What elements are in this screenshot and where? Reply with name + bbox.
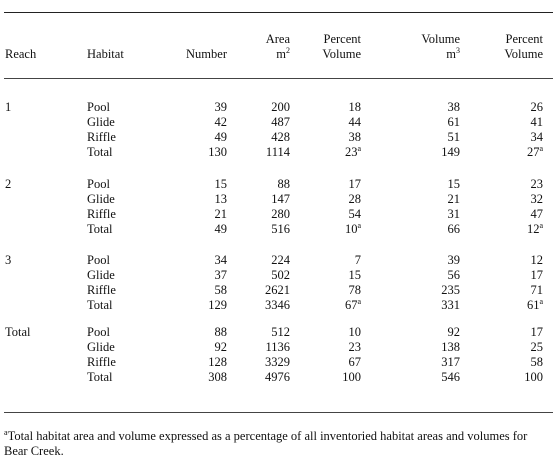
cell-area (271, 130, 290, 144)
header-pct-volume (506, 32, 543, 46)
cell-volume (448, 100, 461, 114)
header-area-line2: m (276, 47, 286, 61)
footnote-ref: a (357, 296, 361, 306)
cell-area (271, 325, 290, 339)
cell-pct-volume (531, 340, 544, 354)
cell-pct-volume-value: 12 (530, 253, 543, 267)
footnote (4, 429, 554, 459)
cell-area-value: 502 (271, 268, 290, 282)
cell-pct-volume-value: 26 (530, 100, 543, 114)
cell-area-value: 200 (271, 100, 290, 114)
cell-volume-value: 38 (447, 100, 460, 114)
cell-pct-volume-value: 17 (530, 325, 543, 339)
cell-number (208, 298, 227, 312)
footnote-marker: a (4, 427, 8, 437)
cell-pct-area (349, 130, 362, 144)
cell-volume (441, 283, 460, 297)
cell-pct-volume (524, 370, 543, 384)
header-pct-volume-2 (504, 47, 543, 61)
cell-volume (448, 115, 461, 129)
cell-pct-area (345, 222, 361, 236)
cell-volume (448, 325, 461, 339)
cell-pct-volume-value: 41 (530, 115, 543, 129)
cell-pct-area-value: 10 (348, 325, 361, 339)
cell-pct-volume (531, 177, 544, 191)
habitat-label: Total (87, 370, 113, 384)
habitat-label: Pool (87, 325, 110, 339)
cell-volume (441, 145, 460, 159)
cell-pct-area (349, 207, 362, 221)
habitat-label: Riffle (87, 207, 116, 221)
cell-number (215, 100, 228, 114)
cell-volume (448, 192, 461, 206)
cell-volume-value: 51 (447, 130, 460, 144)
cell-volume-value: 21 (447, 192, 460, 206)
cell-pct-area (355, 253, 361, 267)
cell-number (215, 115, 228, 129)
cell-volume (441, 340, 460, 354)
habitat-label: Glide (87, 268, 115, 282)
cell-pct-area-value: 23 (348, 340, 361, 354)
cell-pct-area-value: 18 (348, 100, 361, 114)
header-volume-sup: 3 (456, 45, 460, 55)
cell-pct-area (349, 192, 362, 206)
cell-number-value: 92 (214, 340, 227, 354)
cell-volume-value: 15 (447, 177, 460, 191)
reach-label: Total (5, 325, 31, 339)
cell-area-value: 88 (277, 177, 290, 191)
footnote-ref: a (357, 143, 361, 153)
cell-pct-volume (531, 268, 544, 282)
cell-volume-value: 235 (441, 283, 460, 297)
cell-number-value: 88 (214, 325, 227, 339)
footnote-text: Total habitat area and volume expressed as a percentage of all inventoried habitat areas and volumes for Bear Creek. (4, 429, 528, 458)
cell-area (265, 298, 290, 312)
cell-number-value: 34 (214, 253, 227, 267)
habitat-label: Glide (87, 340, 115, 354)
cell-pct-area-value: 67 (344, 298, 358, 312)
cell-number-value: 308 (208, 370, 227, 384)
cell-pct-volume-value: 58 (530, 355, 543, 369)
cell-area (271, 100, 290, 114)
cell-area (271, 222, 290, 236)
cell-pct-area (345, 298, 361, 312)
cell-number-value: 21 (214, 207, 227, 221)
header-area (266, 32, 290, 46)
header-area-unit (276, 47, 290, 61)
cell-volume (448, 207, 461, 221)
habitat-label: Riffle (87, 283, 116, 297)
cell-pct-area (349, 177, 362, 191)
cell-area-value: 2621 (265, 283, 290, 297)
cell-pct-volume (527, 145, 543, 159)
cell-pct-area-value: 23 (344, 145, 358, 159)
header-volume-line1: Volume (421, 32, 460, 46)
cell-pct-area (349, 325, 362, 339)
cell-area-value: 512 (271, 325, 290, 339)
cell-number-value: 39 (214, 100, 227, 114)
cell-volume-value: 92 (447, 325, 460, 339)
header-rule (4, 78, 553, 79)
cell-area-value: 1136 (265, 340, 290, 354)
cell-area-value: 3329 (265, 355, 290, 369)
bottom-rule (4, 412, 553, 413)
cell-pct-area-value: 17 (348, 177, 361, 191)
cell-pct-volume (531, 283, 544, 297)
cell-volume-value: 546 (441, 370, 460, 384)
cell-number-value: 49 (214, 130, 227, 144)
cell-area (278, 177, 291, 191)
header-volume-unit (446, 47, 460, 61)
cell-area-value: 1114 (265, 145, 290, 159)
cell-area (271, 268, 290, 282)
header-volume (421, 32, 460, 46)
cell-pct-area-value: 100 (342, 370, 361, 384)
reach-label: 1 (5, 100, 12, 114)
header-pct-area (324, 32, 361, 46)
cell-number (215, 222, 228, 236)
cell-pct-volume-value: 12 (526, 222, 540, 236)
cell-pct-area (349, 283, 362, 297)
cell-area (266, 145, 290, 159)
cell-pct-volume-value: 34 (530, 130, 543, 144)
cell-area-value: 280 (271, 207, 290, 221)
cell-volume-value: 149 (441, 145, 460, 159)
cell-volume (441, 355, 460, 369)
cell-pct-area-value: 10 (344, 222, 358, 236)
cell-pct-volume (527, 222, 543, 236)
cell-area-value: 147 (271, 192, 290, 206)
header-pct2-line2: Volume (504, 47, 543, 61)
footnote-ref: a (539, 143, 543, 153)
cell-number-value: 129 (208, 298, 227, 312)
cell-pct-volume (527, 298, 543, 312)
cell-number (215, 283, 228, 297)
header-pct-area-2 (322, 47, 361, 61)
reach-label: 3 (5, 253, 12, 267)
cell-number-value: 49 (214, 222, 227, 236)
cell-pct-volume-value: 17 (530, 268, 543, 282)
cell-number (215, 253, 228, 267)
cell-area (265, 370, 290, 384)
cell-number (208, 370, 227, 384)
habitat-label: Total (87, 222, 113, 236)
cell-pct-volume (531, 253, 544, 267)
cell-area-value: 3346 (265, 298, 290, 312)
cell-area (265, 355, 290, 369)
cell-pct-volume-value: 23 (530, 177, 543, 191)
cell-pct-area (349, 100, 362, 114)
cell-pct-area (345, 145, 361, 159)
cell-number (215, 177, 228, 191)
cell-pct-area (349, 115, 362, 129)
cell-number (215, 130, 228, 144)
cell-number (215, 268, 228, 282)
top-rule (4, 12, 553, 13)
cell-pct-area-value: 38 (348, 130, 361, 144)
cell-pct-area-value: 28 (348, 192, 361, 206)
cell-number (208, 145, 227, 159)
cell-area-value: 516 (271, 222, 290, 236)
cell-pct-volume (531, 192, 544, 206)
cell-pct-volume-value: 61 (526, 298, 540, 312)
reach-label: 2 (5, 177, 12, 191)
cell-number (215, 192, 228, 206)
cell-number-value: 42 (214, 115, 227, 129)
cell-pct-volume-value: 71 (530, 283, 543, 297)
cell-area (265, 283, 290, 297)
cell-volume-value: 61 (447, 115, 460, 129)
cell-pct-area-value: 44 (348, 115, 361, 129)
cell-number (215, 325, 228, 339)
cell-volume (448, 130, 461, 144)
cell-area-value: 4976 (265, 370, 290, 384)
cell-pct-area-value: 7 (354, 253, 361, 267)
cell-number-value: 130 (208, 145, 227, 159)
cell-number-value: 58 (214, 283, 227, 297)
habitat-label: Pool (87, 177, 110, 191)
header-number: Number (186, 47, 227, 61)
habitat-label: Total (87, 145, 113, 159)
cell-volume-value: 56 (447, 268, 460, 282)
cell-pct-area (349, 268, 362, 282)
cell-volume-value: 31 (447, 207, 460, 221)
cell-pct-volume-value: 25 (530, 340, 543, 354)
habitat-label: Pool (87, 100, 110, 114)
habitat-label: Riffle (87, 130, 116, 144)
cell-pct-area-value: 15 (348, 268, 361, 282)
cell-pct-area-value: 67 (348, 355, 361, 369)
cell-pct-area (349, 340, 362, 354)
cell-pct-volume-value: 32 (530, 192, 543, 206)
cell-volume (448, 177, 461, 191)
cell-pct-volume (531, 100, 544, 114)
cell-volume (448, 222, 461, 236)
cell-area-value: 428 (271, 130, 290, 144)
cell-pct-volume-value: 100 (524, 370, 543, 384)
habitat-label: Total (87, 298, 113, 312)
habitat-label: Riffle (87, 355, 116, 369)
cell-pct-volume (531, 355, 544, 369)
header-pct1-line2: Volume (322, 47, 361, 61)
header-reach: Reach (5, 47, 37, 61)
cell-volume (441, 298, 460, 312)
header-area-line1: Area (265, 32, 290, 46)
habitat-label: Glide (87, 115, 115, 129)
cell-area (271, 253, 290, 267)
cell-pct-area (349, 355, 362, 369)
cell-area (271, 115, 290, 129)
cell-number (215, 340, 228, 354)
cell-pct-volume (531, 115, 544, 129)
cell-pct-volume-value: 47 (530, 207, 543, 221)
cell-area-value: 224 (271, 253, 290, 267)
cell-area-value: 487 (271, 115, 290, 129)
cell-number-value: 13 (214, 192, 227, 206)
cell-volume (448, 268, 461, 282)
cell-number (208, 355, 227, 369)
header-habitat: Habitat (87, 47, 124, 61)
cell-area (271, 192, 290, 206)
cell-number-value: 37 (214, 268, 227, 282)
habitat-label: Glide (87, 192, 115, 206)
cell-number-value: 128 (208, 355, 227, 369)
cell-volume (441, 370, 460, 384)
header-area-sup: 2 (286, 45, 290, 55)
cell-pct-volume (531, 130, 544, 144)
habitat-label: Pool (87, 253, 110, 267)
cell-volume-value: 317 (441, 355, 460, 369)
footnote-ref: a (539, 296, 543, 306)
header-pct2-line1: Percent (505, 32, 543, 46)
cell-pct-volume (531, 207, 544, 221)
footnote-ref: a (357, 220, 361, 230)
cell-area (265, 340, 290, 354)
cell-number (215, 207, 228, 221)
cell-pct-volume (531, 325, 544, 339)
cell-volume-value: 331 (441, 298, 460, 312)
header-pct1-line1: Percent (323, 32, 361, 46)
header-volume-line2: m (446, 47, 456, 61)
cell-number-value: 15 (214, 177, 227, 191)
cell-pct-area (342, 370, 361, 384)
cell-pct-volume-value: 27 (526, 145, 540, 159)
cell-area (271, 207, 290, 221)
cell-volume-value: 138 (441, 340, 460, 354)
footnote-ref: a (539, 220, 543, 230)
cell-volume-value: 66 (447, 222, 460, 236)
cell-pct-area-value: 54 (348, 207, 361, 221)
cell-volume (448, 253, 461, 267)
cell-volume-value: 39 (447, 253, 460, 267)
cell-pct-area-value: 78 (348, 283, 361, 297)
